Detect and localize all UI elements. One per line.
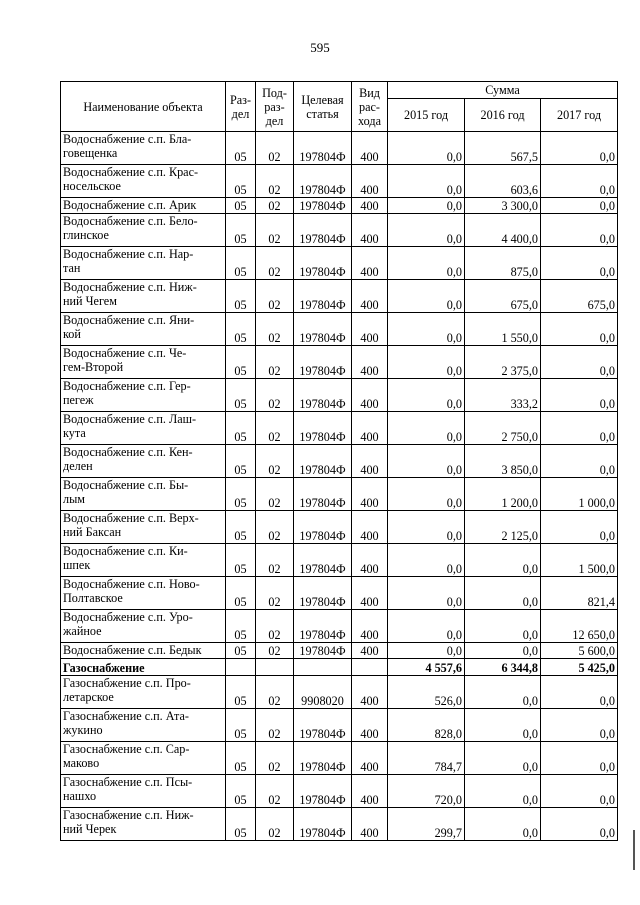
cell-razdel: 05 xyxy=(226,577,256,610)
cell-name: Водоснабжение с.п. Ниж- ний Чегем xyxy=(61,280,226,313)
cell-2016: 4 400,0 xyxy=(465,214,541,247)
cell-vid: 400 xyxy=(352,445,388,478)
cell-statya: 197804Ф xyxy=(294,775,352,808)
header-vid: Вид рас- хода xyxy=(352,82,388,132)
cell-2016: 875,0 xyxy=(465,247,541,280)
cell-2016: 0,0 xyxy=(465,775,541,808)
cell-2017: 0,0 xyxy=(541,214,618,247)
cell-podrazdel: 02 xyxy=(256,709,294,742)
cell-name: Газоснабжение с.п. Ниж- ний Черек xyxy=(61,808,226,841)
cell-statya: 197804Ф xyxy=(294,643,352,659)
cell-vid xyxy=(352,659,388,676)
header-2015: 2015 год xyxy=(388,99,465,132)
cell-name: Водоснабжение с.п. Че- гем-Второй xyxy=(61,346,226,379)
table-row xyxy=(61,511,618,544)
page-number: 595 xyxy=(310,40,330,55)
cell-razdel: 05 xyxy=(226,346,256,379)
table-row xyxy=(61,544,618,577)
cell-podrazdel: 02 xyxy=(256,577,294,610)
cell-name: Газоснабжение xyxy=(61,659,226,676)
cell-name: Водоснабжение с.п. Ново- Полтавское xyxy=(61,577,226,610)
cell-2015: 0,0 xyxy=(388,132,465,165)
cell-statya: 197804Ф xyxy=(294,808,352,841)
table-row xyxy=(61,643,618,659)
cell-vid: 400 xyxy=(352,379,388,412)
header-2017: 2017 год xyxy=(541,99,618,132)
cell-2016: 0,0 xyxy=(465,709,541,742)
cell-2015: 0,0 xyxy=(388,165,465,198)
cell-name: Водоснабжение с.п. Нар- тан xyxy=(61,247,226,280)
table-row xyxy=(61,478,618,511)
cell-name: Водоснабжение с.п. Уро- жайное xyxy=(61,610,226,643)
cell-vid: 400 xyxy=(352,577,388,610)
cell-2015: 784,7 xyxy=(388,742,465,775)
cell-podrazdel: 02 xyxy=(256,544,294,577)
cell-2016: 333,2 xyxy=(465,379,541,412)
cell-vid: 400 xyxy=(352,247,388,280)
cell-statya: 197804Ф xyxy=(294,478,352,511)
scan-edge-mark xyxy=(633,830,635,870)
cell-2017: 12 650,0 xyxy=(541,610,618,643)
budget-table xyxy=(60,81,618,841)
cell-2015: 299,7 xyxy=(388,808,465,841)
header-name: Наименование объекта xyxy=(61,82,226,132)
cell-2015: 0,0 xyxy=(388,478,465,511)
cell-vid: 400 xyxy=(352,313,388,346)
table-row xyxy=(61,247,618,280)
cell-2015: 720,0 xyxy=(388,775,465,808)
cell-2016: 567,5 xyxy=(465,132,541,165)
cell-statya xyxy=(294,659,352,676)
table-row xyxy=(61,132,618,165)
cell-podrazdel: 02 xyxy=(256,132,294,165)
header-summa: Сумма xyxy=(388,82,618,99)
cell-podrazdel: 02 xyxy=(256,198,294,214)
cell-2016: 2 125,0 xyxy=(465,511,541,544)
cell-2017: 0,0 xyxy=(541,676,618,709)
cell-2016: 0,0 xyxy=(465,742,541,775)
cell-razdel: 05 xyxy=(226,511,256,544)
cell-name: Водоснабжение с.п. Бла- говещенка xyxy=(61,132,226,165)
cell-statya: 197804Ф xyxy=(294,214,352,247)
cell-2017: 0,0 xyxy=(541,313,618,346)
cell-vid: 400 xyxy=(352,346,388,379)
cell-statya: 197804Ф xyxy=(294,165,352,198)
cell-vid: 400 xyxy=(352,544,388,577)
cell-2016: 675,0 xyxy=(465,280,541,313)
cell-2016: 6 344,8 xyxy=(465,659,541,676)
cell-2015: 0,0 xyxy=(388,511,465,544)
cell-statya: 197804Ф xyxy=(294,379,352,412)
cell-name: Водоснабжение с.п. Ки- шпек xyxy=(61,544,226,577)
cell-podrazdel: 02 xyxy=(256,775,294,808)
cell-statya: 197804Ф xyxy=(294,346,352,379)
cell-razdel: 05 xyxy=(226,379,256,412)
cell-2016: 2 750,0 xyxy=(465,412,541,445)
cell-2017: 0,0 xyxy=(541,511,618,544)
cell-podrazdel: 02 xyxy=(256,643,294,659)
table-row xyxy=(61,676,618,709)
cell-name: Водоснабжение с.п. Бедык xyxy=(61,643,226,659)
cell-razdel: 05 xyxy=(226,198,256,214)
cell-2016: 0,0 xyxy=(465,808,541,841)
cell-2017: 0,0 xyxy=(541,247,618,280)
cell-2015: 0,0 xyxy=(388,412,465,445)
cell-podrazdel: 02 xyxy=(256,742,294,775)
cell-2016: 1 550,0 xyxy=(465,313,541,346)
cell-razdel: 05 xyxy=(226,742,256,775)
cell-name: Водоснабжение с.п. Крас- носельское xyxy=(61,165,226,198)
cell-2016: 1 200,0 xyxy=(465,478,541,511)
cell-2015: 0,0 xyxy=(388,313,465,346)
table-row xyxy=(61,165,618,198)
cell-razdel: 05 xyxy=(226,676,256,709)
table-row xyxy=(61,280,618,313)
cell-2017: 0,0 xyxy=(541,808,618,841)
cell-2017: 0,0 xyxy=(541,379,618,412)
table-row xyxy=(61,313,618,346)
cell-statya: 197804Ф xyxy=(294,313,352,346)
cell-name: Газоснабжение с.п. Псы- нашхо xyxy=(61,775,226,808)
cell-vid: 400 xyxy=(352,808,388,841)
cell-statya: 197804Ф xyxy=(294,445,352,478)
cell-vid: 400 xyxy=(352,165,388,198)
table-row xyxy=(61,214,618,247)
cell-2017: 675,0 xyxy=(541,280,618,313)
cell-vid: 400 xyxy=(352,511,388,544)
cell-statya: 197804Ф xyxy=(294,709,352,742)
cell-statya: 197804Ф xyxy=(294,511,352,544)
cell-statya: 197804Ф xyxy=(294,544,352,577)
cell-2017: 1 500,0 xyxy=(541,544,618,577)
cell-2015: 0,0 xyxy=(388,247,465,280)
cell-2015: 0,0 xyxy=(388,577,465,610)
header-podrazdel: Под- раз- дел xyxy=(256,82,294,132)
cell-2016: 603,6 xyxy=(465,165,541,198)
cell-name: Водоснабжение с.п. Гер- пегеж xyxy=(61,379,226,412)
cell-2015: 0,0 xyxy=(388,346,465,379)
cell-2015: 828,0 xyxy=(388,709,465,742)
cell-podrazdel: 02 xyxy=(256,346,294,379)
cell-razdel: 05 xyxy=(226,247,256,280)
cell-vid: 400 xyxy=(352,742,388,775)
table-row xyxy=(61,577,618,610)
cell-2017: 0,0 xyxy=(541,346,618,379)
cell-podrazdel: 02 xyxy=(256,808,294,841)
table-row xyxy=(61,346,618,379)
cell-vid: 400 xyxy=(352,198,388,214)
cell-2017: 821,4 xyxy=(541,577,618,610)
cell-statya: 197804Ф xyxy=(294,412,352,445)
cell-2017: 0,0 xyxy=(541,775,618,808)
table-row xyxy=(61,445,618,478)
header-razdel: Раз- дел xyxy=(226,82,256,132)
cell-name: Газоснабжение с.п. Ата- жукино xyxy=(61,709,226,742)
cell-2017: 0,0 xyxy=(541,198,618,214)
table-row xyxy=(61,775,618,808)
cell-razdel: 05 xyxy=(226,544,256,577)
cell-podrazdel: 02 xyxy=(256,511,294,544)
table-row xyxy=(61,198,618,214)
cell-razdel: 05 xyxy=(226,412,256,445)
cell-name: Водоснабжение с.п. Кен- делен xyxy=(61,445,226,478)
cell-2017: 0,0 xyxy=(541,165,618,198)
cell-name: Водоснабжение с.п. Бело- глинское xyxy=(61,214,226,247)
cell-2017: 0,0 xyxy=(541,742,618,775)
cell-statya: 197804Ф xyxy=(294,742,352,775)
cell-podrazdel: 02 xyxy=(256,478,294,511)
cell-name: Водоснабжение с.п. Бы- лым xyxy=(61,478,226,511)
cell-2016: 0,0 xyxy=(465,610,541,643)
cell-name: Газоснабжение с.п. Сар- маково xyxy=(61,742,226,775)
cell-2017: 5 425,0 xyxy=(541,659,618,676)
cell-podrazdel: 02 xyxy=(256,379,294,412)
cell-2017: 0,0 xyxy=(541,445,618,478)
cell-statya: 197804Ф xyxy=(294,247,352,280)
cell-vid: 400 xyxy=(352,610,388,643)
cell-name: Газоснабжение с.п. Про- летарское xyxy=(61,676,226,709)
table-row xyxy=(61,709,618,742)
cell-statya: 9908020 xyxy=(294,676,352,709)
cell-vid: 400 xyxy=(352,478,388,511)
cell-name: Водоснабжение с.п. Лаш- кута xyxy=(61,412,226,445)
header-2016: 2016 год xyxy=(465,99,541,132)
cell-2015: 526,0 xyxy=(388,676,465,709)
cell-podrazdel: 02 xyxy=(256,280,294,313)
cell-2015: 0,0 xyxy=(388,610,465,643)
cell-razdel: 05 xyxy=(226,643,256,659)
cell-razdel: 05 xyxy=(226,313,256,346)
table-row xyxy=(61,610,618,643)
cell-podrazdel: 02 xyxy=(256,445,294,478)
cell-vid: 400 xyxy=(352,775,388,808)
cell-2016: 3 300,0 xyxy=(465,198,541,214)
cell-statya: 197804Ф xyxy=(294,577,352,610)
cell-razdel: 05 xyxy=(226,280,256,313)
table-row xyxy=(61,808,618,841)
cell-2015: 0,0 xyxy=(388,280,465,313)
cell-2017: 0,0 xyxy=(541,709,618,742)
cell-vid: 400 xyxy=(352,676,388,709)
cell-razdel: 05 xyxy=(226,478,256,511)
cell-2015: 0,0 xyxy=(388,379,465,412)
cell-razdel: 05 xyxy=(226,610,256,643)
cell-2016: 0,0 xyxy=(465,577,541,610)
cell-2017: 5 600,0 xyxy=(541,643,618,659)
cell-2015: 0,0 xyxy=(388,445,465,478)
cell-vid: 400 xyxy=(352,214,388,247)
cell-podrazdel: 02 xyxy=(256,247,294,280)
cell-razdel: 05 xyxy=(226,709,256,742)
cell-podrazdel: 02 xyxy=(256,412,294,445)
cell-razdel: 05 xyxy=(226,808,256,841)
cell-2015: 0,0 xyxy=(388,643,465,659)
cell-podrazdel: 02 xyxy=(256,165,294,198)
cell-razdel: 05 xyxy=(226,214,256,247)
cell-podrazdel: 02 xyxy=(256,610,294,643)
section-total-row xyxy=(61,659,618,676)
cell-vid: 400 xyxy=(352,709,388,742)
cell-razdel: 05 xyxy=(226,165,256,198)
cell-statya: 197804Ф xyxy=(294,198,352,214)
cell-name: Водоснабжение с.п. Арик xyxy=(61,198,226,214)
cell-podrazdel: 02 xyxy=(256,214,294,247)
cell-2015: 0,0 xyxy=(388,544,465,577)
cell-name: Водоснабжение с.п. Яни- кой xyxy=(61,313,226,346)
cell-statya: 197804Ф xyxy=(294,610,352,643)
table-row xyxy=(61,742,618,775)
cell-2017: 0,0 xyxy=(541,132,618,165)
cell-razdel: 05 xyxy=(226,132,256,165)
cell-2017: 1 000,0 xyxy=(541,478,618,511)
cell-podrazdel: 02 xyxy=(256,313,294,346)
cell-vid: 400 xyxy=(352,412,388,445)
cell-vid: 400 xyxy=(352,643,388,659)
header-statya: Целевая статья xyxy=(294,82,352,132)
cell-statya: 197804Ф xyxy=(294,132,352,165)
cell-vid: 400 xyxy=(352,132,388,165)
cell-2016: 3 850,0 xyxy=(465,445,541,478)
cell-razdel xyxy=(226,659,256,676)
cell-2015: 0,0 xyxy=(388,198,465,214)
cell-2015: 4 557,6 xyxy=(388,659,465,676)
cell-2016: 0,0 xyxy=(465,676,541,709)
cell-2016: 0,0 xyxy=(465,643,541,659)
cell-razdel: 05 xyxy=(226,445,256,478)
cell-2016: 2 375,0 xyxy=(465,346,541,379)
cell-podrazdel: 02 xyxy=(256,676,294,709)
cell-razdel: 05 xyxy=(226,775,256,808)
cell-name: Водоснабжение с.п. Верх- ний Баксан xyxy=(61,511,226,544)
table-body xyxy=(61,132,618,841)
table-row xyxy=(61,379,618,412)
cell-2016: 0,0 xyxy=(465,544,541,577)
cell-2017: 0,0 xyxy=(541,412,618,445)
cell-podrazdel xyxy=(256,659,294,676)
cell-vid: 400 xyxy=(352,280,388,313)
cell-2015: 0,0 xyxy=(388,214,465,247)
cell-statya: 197804Ф xyxy=(294,280,352,313)
table-header xyxy=(61,82,618,132)
table-row xyxy=(61,412,618,445)
